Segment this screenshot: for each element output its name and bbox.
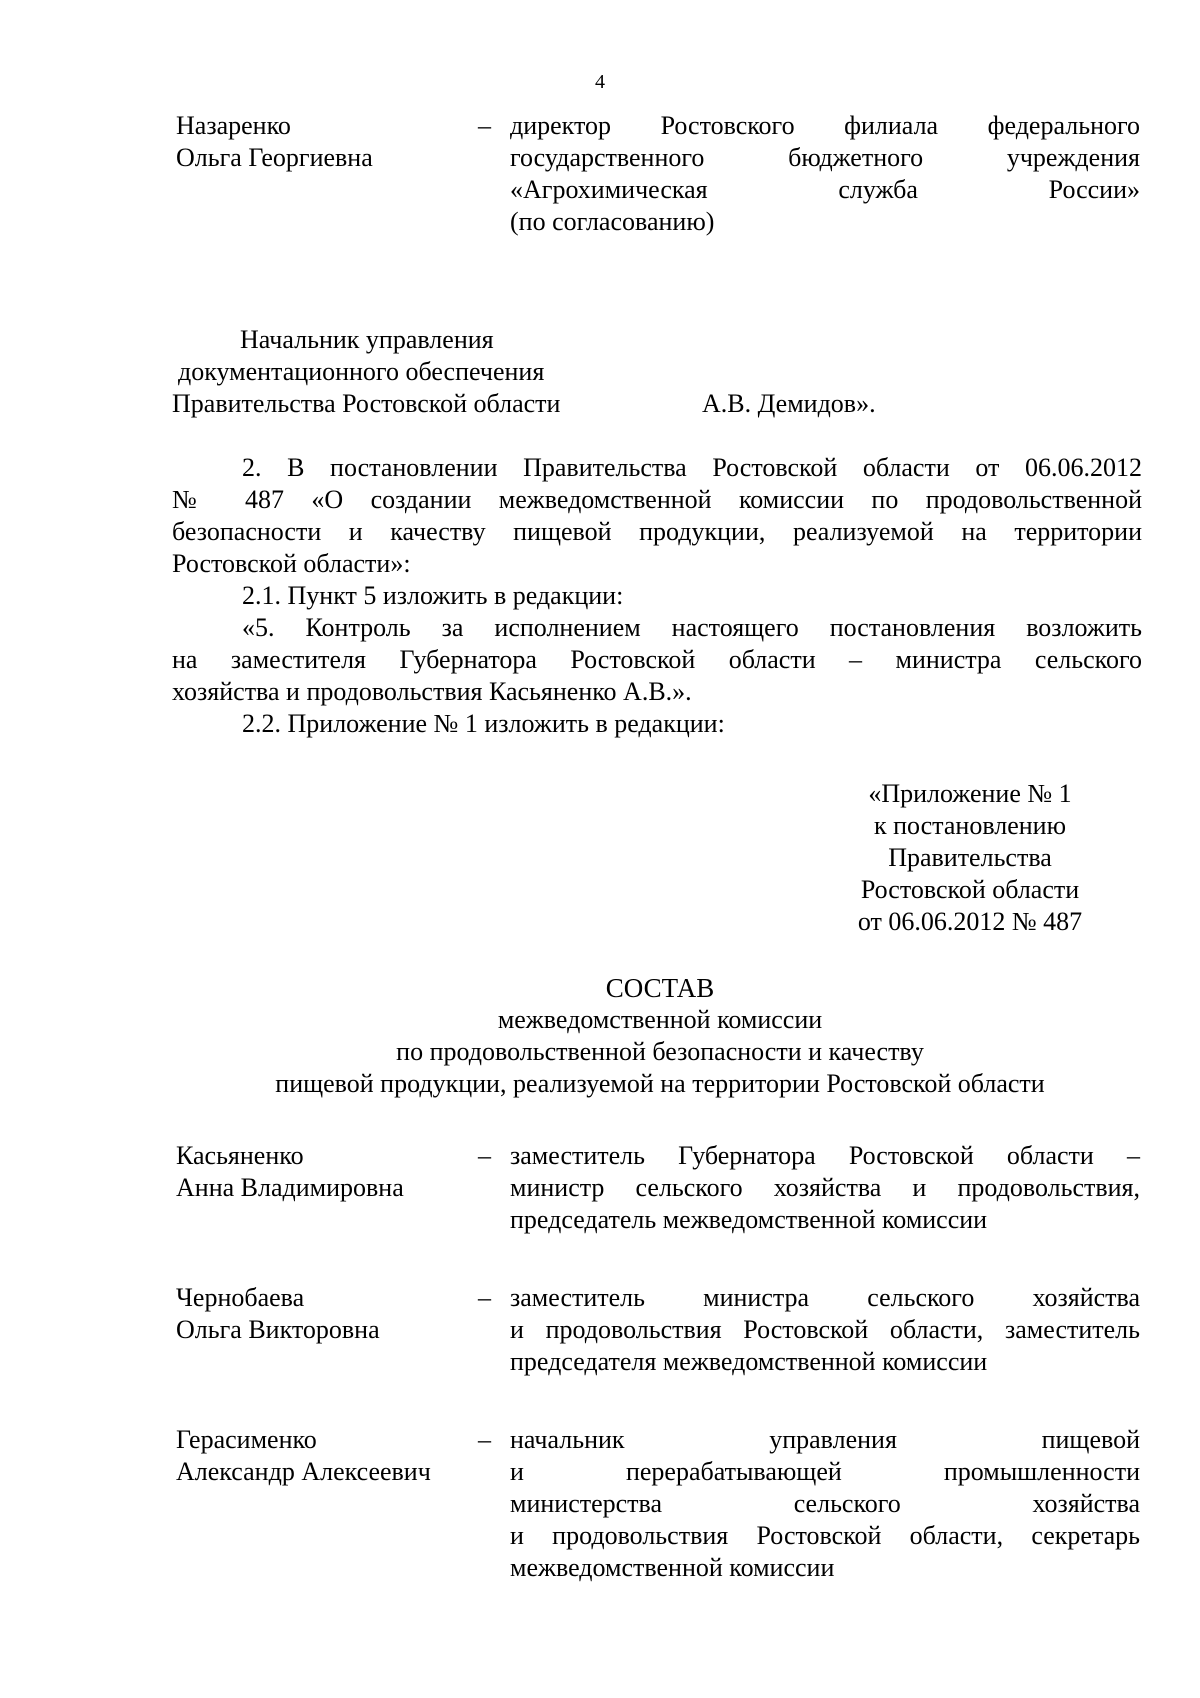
paragraph-2-2	[172, 708, 1142, 740]
member-name	[176, 1424, 476, 1488]
member-name	[176, 1140, 476, 1204]
signatory-title-line: документационного обеспечения	[178, 357, 545, 386]
appendix-line: к постановлению	[873, 811, 1067, 840]
signatory-title-line: Начальник управления	[240, 325, 494, 354]
member-position-line: заместитель Губернатора Ростовской области –	[510, 1141, 1140, 1170]
member-dash: –	[478, 1425, 491, 1454]
member-given-names: Александр Алексеевич	[176, 1457, 431, 1486]
member-given-names: Анна Владимировна	[176, 1173, 404, 1202]
paragraph-line: хозяйства и продовольствия Касьяненко А.В.».	[172, 677, 692, 706]
document-subtitle-line: по продовольственной безопасности и качеству	[396, 1037, 924, 1066]
paragraph-2-1	[172, 580, 1142, 612]
appendix-line: от 06.06.2012 № 487	[857, 907, 1083, 936]
member-position-line: председатель межведомственной комиссии	[510, 1205, 988, 1234]
member-position-line: министр сельского хозяйства и продовольствия,	[510, 1173, 1140, 1202]
member-given-names: Ольга Викторовна	[176, 1315, 380, 1344]
member-surname: Касьяненко	[176, 1141, 304, 1170]
member-surname: Назаренко	[176, 111, 291, 140]
member-given-names: Ольга Георгиевна	[176, 143, 373, 172]
document-subtitle-line: пищевой продукции, реализуемой на территории Ростовской области	[275, 1069, 1045, 1098]
member-position	[510, 110, 1140, 238]
member-position	[510, 1282, 1140, 1378]
member-position	[510, 1140, 1140, 1236]
member-surname: Чернобаева	[176, 1283, 305, 1312]
member-position-line: заместитель министра сельского хозяйства	[510, 1283, 1140, 1312]
paragraph-line: № 487 «О создании межведомственной комиссии по продовольственной	[172, 485, 1142, 514]
paragraph-line: Ростовской области»:	[172, 549, 411, 578]
document-title-block	[0, 972, 1200, 1100]
member-position-line: министерства сельского хозяйства	[510, 1489, 1140, 1518]
member-dash: –	[478, 1141, 491, 1170]
appendix-line: Правительства	[888, 843, 1052, 872]
appendix-line: «Приложение № 1	[868, 779, 1072, 808]
document-title: СОСТАВ	[605, 973, 715, 1003]
appendix-header	[840, 778, 1100, 938]
member-position	[510, 1424, 1140, 1584]
page-number: 4	[595, 71, 605, 93]
paragraph-line: на заместителя Губернатора Ростовской области – министра сельского	[172, 645, 1142, 674]
signatory-title-line: Правительства Ростовской области	[172, 389, 561, 418]
paragraph-line: 2.2. Приложение № 1 изложить в редакции:	[242, 709, 725, 738]
member-position-line: начальник управления пищевой	[510, 1425, 1140, 1454]
member-surname: Герасименко	[176, 1425, 317, 1454]
member-position-line: и перерабатывающей промышленности	[510, 1457, 1140, 1486]
signatory-name: А.В. Демидов».	[702, 389, 876, 418]
member-position-line: директор Ростовского филиала федерального	[510, 111, 1140, 140]
document-subtitle-line: межведомственной комиссии	[497, 1005, 823, 1034]
member-dash: –	[478, 111, 491, 140]
paragraph-line: 2. В постановлении Правительства Ростовской области от 06.06.2012	[242, 453, 1142, 482]
paragraph-line: «5. Контроль за исполнением настоящего постановления возложить	[242, 613, 1142, 642]
member-dash: –	[478, 1283, 491, 1312]
member-position-line: и продовольствия Ростовской области, секретарь	[510, 1521, 1140, 1550]
paragraph-line: безопасности и качеству пищевой продукции, реализуемой на территории	[172, 517, 1142, 546]
paragraph-2	[172, 452, 1142, 580]
member-name	[176, 1282, 476, 1346]
member-position-line: государственного бюджетного учреждения	[510, 143, 1140, 172]
member-position-line: председателя межведомственной комиссии	[510, 1347, 988, 1376]
member-position-line: межведомственной комиссии	[510, 1553, 835, 1582]
signature-block	[172, 324, 972, 420]
member-position-line: «Агрохимическая служба России»	[510, 175, 1140, 204]
member-position-line: и продовольствия Ростовской области, заместитель	[510, 1315, 1140, 1344]
paragraph-quote-item-5	[172, 612, 1142, 708]
member-position-line: (по согласованию)	[510, 207, 715, 236]
paragraph-line: 2.1. Пункт 5 изложить в редакции:	[242, 581, 624, 610]
member-name	[176, 110, 476, 174]
appendix-line: Ростовской области	[860, 875, 1080, 904]
